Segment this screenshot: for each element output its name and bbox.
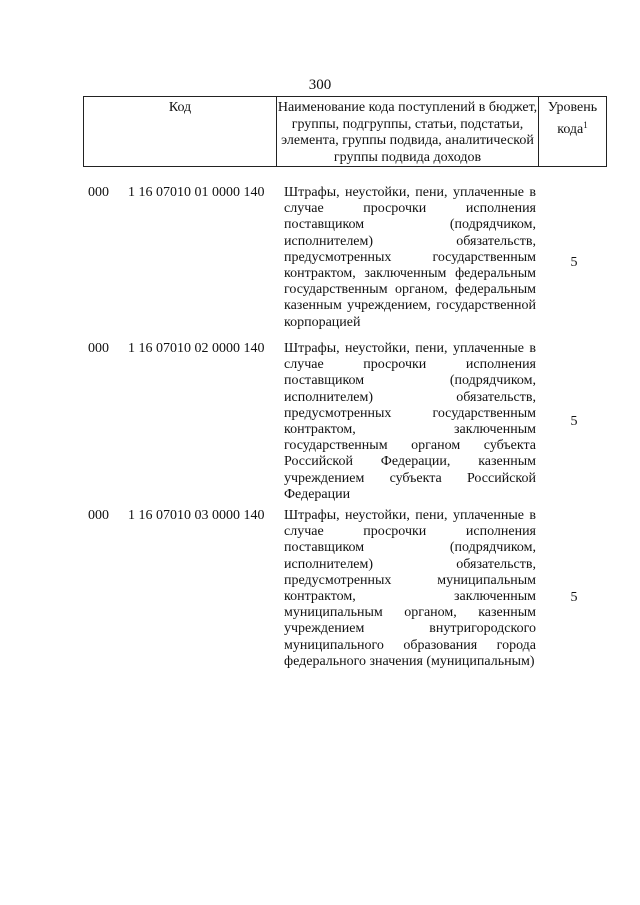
code-description: Штрафы, неустойки, пени, уплаченные в случае просрочки исполнения поставщиком (подрядчиком, исполнителем) обязательств, предусмотренных государственным контрактом, заключенным федеральным государственным органом, федеральным казенным учреждением, государственной корпорацией bbox=[284, 185, 536, 330]
code-description: Штрафы, неустойки, пени, уплаченные в случае просрочки исполнения поставщиком (подрядчиком, исполнителем) обязательств, предусмотренных муниципальным контрактом, заключенным муниципальным органом, казенным учреждением внутригородского муниципального образования города федерального значения (муниципальным) bbox=[284, 508, 536, 669]
header-level-label: Уровень кода bbox=[547, 100, 598, 137]
code-level: 5 bbox=[570, 414, 578, 429]
level-footnote-marker: 1 bbox=[583, 119, 588, 130]
code-level: 5 bbox=[570, 590, 578, 605]
budget-code: 1 16 07010 01 0000 140 bbox=[128, 185, 265, 200]
page-number: 300 bbox=[308, 77, 332, 93]
header-name: Наименование кода поступлений в бюджет, группы, подгруппы, статьи, подстатьи, элемента, группы подвида, аналитической группы подвида доходов bbox=[277, 97, 539, 166]
header-code: Код bbox=[84, 97, 277, 166]
budget-code: 1 16 07010 02 0000 140 bbox=[128, 341, 265, 356]
admin-code: 000 bbox=[88, 185, 109, 200]
admin-code: 000 bbox=[88, 508, 109, 523]
table-header bbox=[83, 96, 607, 167]
code-level: 5 bbox=[570, 255, 578, 270]
code-description: Штрафы, неустойки, пени, уплаченные в случае просрочки исполнения поставщиком (подрядчиком, исполнителем) обязательств, предусмотренных государственным контрактом, заключенным государственным органом субъекта Российской Федерации, казенным учреждением субъекта Российской Федерации bbox=[284, 341, 536, 502]
admin-code: 000 bbox=[88, 341, 109, 356]
budget-code: 1 16 07010 03 0000 140 bbox=[128, 508, 265, 523]
header-level bbox=[539, 97, 606, 166]
